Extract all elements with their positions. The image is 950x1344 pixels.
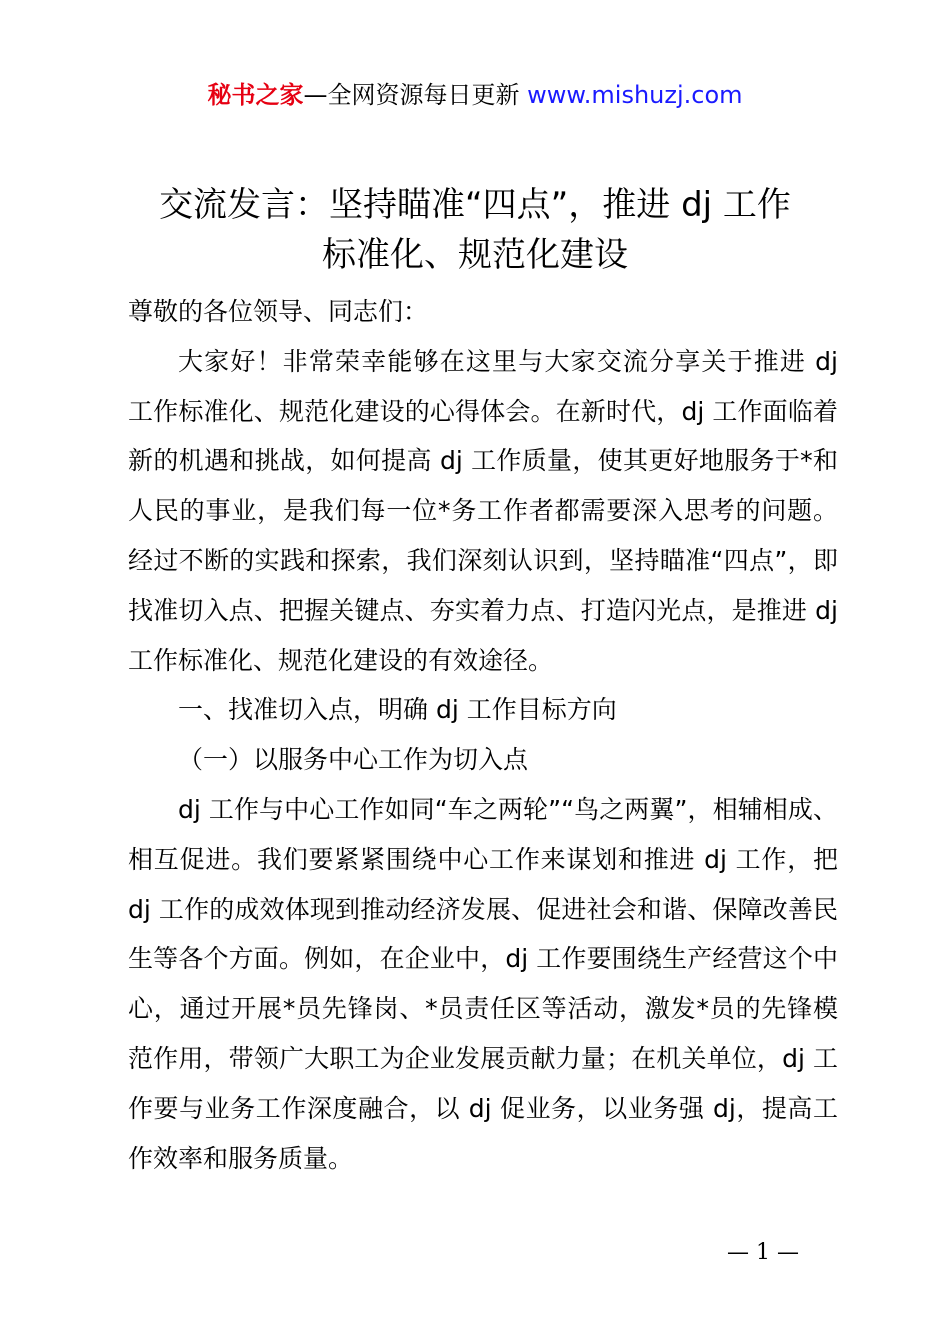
brand-name: 秘书之家 bbox=[207, 81, 304, 109]
document-body bbox=[128, 287, 838, 1183]
document-title bbox=[0, 180, 950, 280]
site-banner bbox=[0, 78, 950, 112]
site-url-link[interactable]: www.mishuzj.com bbox=[527, 81, 743, 109]
title-line-2: 标准化、规范化建设 bbox=[322, 235, 628, 275]
banner-tagline: —全网资源每日更新 bbox=[303, 81, 528, 109]
paragraph-intro: 大家好！非常荣幸能够在这里与大家交流分享关于推进 dj 工作标准化、规范化建设的心得体会。在新时代，dj 工作面临着新的机遇和挑战，如何提高 dj 工作质量，使其更好地服务于*和人民的事业，是我们每一位*务工作者都需要深入思考的问题。经过不断的实践和探索，我们深刻认识到，坚持瞄准“四点”，即找准切入点、把握关键点、夯实着力点、打造闪光点，是推进 dj 工作标准化、规范化建设的有效途径。 bbox=[128, 346, 838, 675]
subsection-heading-1: （一）以服务中心工作为切入点 bbox=[178, 745, 529, 775]
paragraph-section-1: dj 工作与中心工作如同“车之两轮”“鸟之两翼”，相辅相成、相互促进。我们要紧紧围绕中心工作来谋划和推进 dj 工作，把 dj 工作的成效体现到推动经济发展、促进社会和谐、保障改善民生等各个方面。例如，在企业中，dj 工作要围绕生产经营这个中心，通过开展*员先锋岗、*员责任区等活动，激发*员的先锋模范作用，带领广大职工为企业发展贡献力量；在机关单位，dj 工作要与业务工作深度融合，以 dj 促业务，以业务强 dj，提高工作效率和服务质量。 bbox=[128, 794, 838, 1173]
salutation: 尊敬的各位领导、同志们： bbox=[128, 297, 429, 326]
title-line-1: 交流发言：坚持瞄准“四点”，推进 dj 工作 bbox=[159, 185, 791, 225]
section-heading-1: 一、找准切入点，明确 dj 工作目标方向 bbox=[178, 695, 617, 725]
page-number: — 1 — bbox=[727, 1240, 799, 1265]
